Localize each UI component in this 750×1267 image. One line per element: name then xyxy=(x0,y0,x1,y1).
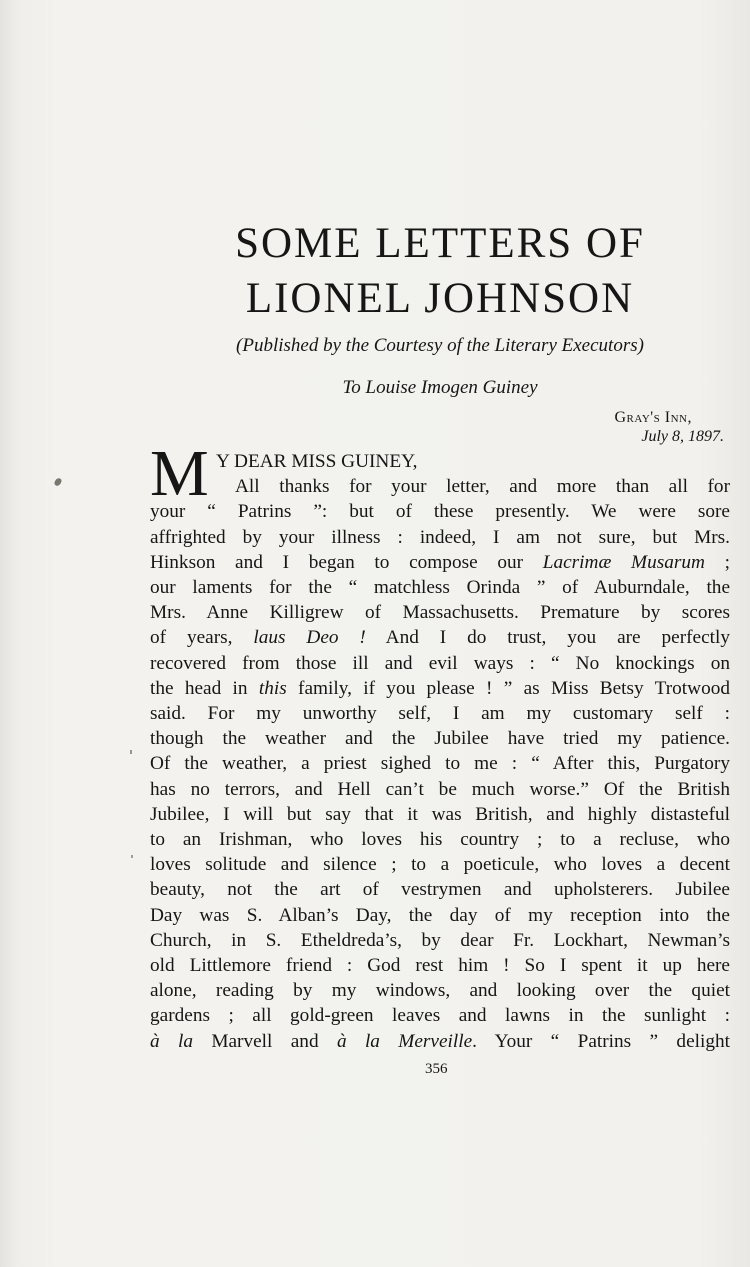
text-segment: of years, xyxy=(150,628,254,649)
letter-date-text: July 8, 1897. xyxy=(641,428,724,445)
text-line xyxy=(150,754,730,776)
text-segment: Day was S. Alban’s Day, the day of my reception into the xyxy=(150,905,730,926)
text-segment: our laments for the “ matchless Orinda ” of Auburndale, the xyxy=(150,578,730,598)
text-segment: gardens ; all gold-green leaves and lawns in the sunlight : xyxy=(150,1006,730,1027)
title-line-1: SOME LETTERS OF xyxy=(235,220,645,267)
text-line xyxy=(150,603,730,625)
text-segment: ; xyxy=(704,552,730,573)
text-segment: beauty, not the art of vestrymen and upholsterers. Jubilee xyxy=(150,880,730,901)
text-segment: the head in xyxy=(150,678,259,699)
text-line xyxy=(150,880,730,902)
text-segment: Marvell and xyxy=(193,1031,337,1052)
italic-text: à la Merveille xyxy=(336,1031,473,1052)
text-segment: family, if you please ! ” as Miss Betsy Trotwood xyxy=(286,678,730,699)
text-line xyxy=(150,704,730,726)
ink-speck xyxy=(130,750,132,754)
text-segment: Of the weather, a priest sighed to me : “ After this, Purgatory xyxy=(150,754,730,775)
letter-place: Gray's Inn, xyxy=(614,409,692,426)
text-line xyxy=(150,855,730,877)
ink-speck xyxy=(53,477,62,487)
text-line xyxy=(150,956,730,978)
text-line xyxy=(150,931,730,953)
italic-text: laus Deo ! xyxy=(253,628,366,649)
text-segment: And I do trust, you are perfectly xyxy=(365,628,730,649)
text-segment: said. For my unworthy self, I am my customary self : xyxy=(150,704,730,724)
text-segment: Hinkson and I began to compose our xyxy=(150,552,543,573)
page-number: 356 xyxy=(425,1061,448,1077)
text-line xyxy=(150,654,730,676)
text-segment: alone, reading by my windows, and looking over the quiet xyxy=(150,981,730,1002)
text-segment: Mrs. Anne Killigrew of Massachusetts. Premature by scores xyxy=(150,603,730,624)
ink-speck xyxy=(131,855,133,858)
text-line xyxy=(235,477,730,499)
italic-text: à la xyxy=(150,1031,193,1052)
text-line xyxy=(216,452,730,474)
text-segment: has no terrors, and Hell can’t be much worse.” Of the British xyxy=(150,779,730,800)
letter-date xyxy=(641,428,724,446)
italic-text: Lacrimæ Musarum xyxy=(542,552,705,573)
text-line xyxy=(150,780,730,802)
text-segment: All thanks for your letter, and more than all for xyxy=(235,477,730,498)
text-segment: . Your “ Patrins ” delight xyxy=(472,1031,730,1052)
text-line xyxy=(150,805,730,827)
text-line xyxy=(150,1006,730,1028)
text-segment: loves solitude and silence ; to a poeticule, who loves a decent xyxy=(150,855,730,876)
subtitle: (Published by the Courtesy of the Literary Executors) xyxy=(236,335,644,356)
text-segment: Church, in S. Etheldreda’s, by dear Fr. Lockhart, Newman’s xyxy=(150,930,730,951)
text-line xyxy=(150,981,730,1003)
title-line-2: LIONEL JOHNSON xyxy=(245,275,635,322)
text-segment: affrighted by your illness : indeed, I am not sure, but Mrs. xyxy=(150,527,730,548)
text-segment: Jubilee, I will but say that it was British, and highly distasteful xyxy=(150,804,730,825)
text-line xyxy=(150,553,730,575)
recipient-line: To Louise Imogen Guiney xyxy=(342,377,538,398)
text-segment: recovered from those ill and evil ways : “ No knockings on xyxy=(150,653,730,674)
text-line xyxy=(150,1032,730,1054)
text-segment: your “ Patrins ”: but of these presently. We were sore xyxy=(150,502,730,523)
text-line xyxy=(150,906,730,928)
text-line xyxy=(150,528,730,550)
text-line xyxy=(150,729,730,751)
text-line xyxy=(150,628,730,650)
text-line xyxy=(150,578,730,600)
text-segment: to an Irishman, who loves his country ; to a recluse, who xyxy=(150,830,730,850)
text-segment: though the weather and the Jubilee have tried my patience. xyxy=(150,729,730,750)
text-line xyxy=(150,830,730,852)
text-line xyxy=(150,502,730,524)
drop-cap: M xyxy=(150,437,209,510)
text-segment: old Littlemore friend : God rest him ! So I spent it up here xyxy=(150,956,730,976)
text-line xyxy=(150,679,730,701)
text-segment: Y DEAR MISS GUINEY, xyxy=(216,452,418,472)
italic-text: this xyxy=(258,678,287,699)
